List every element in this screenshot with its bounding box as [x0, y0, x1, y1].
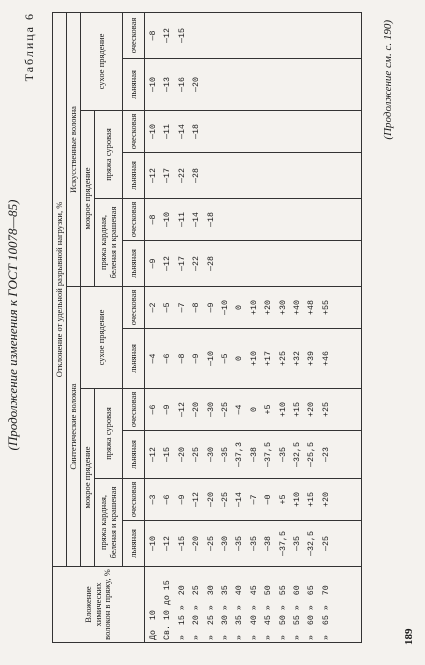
- continuation-note: (Продолжение см. с. 190): [382, 20, 394, 140]
- col-flax: льняная: [123, 241, 145, 287]
- data-column: —6 —9 —12 —20 —30 —25 —4 0 +5 +10 +15 +20 +25: [145, 389, 362, 431]
- artificial-dry-header: сухое прядение: [81, 13, 123, 111]
- artificial-wet-header: мокрое прядение: [81, 111, 95, 287]
- data-column: —12 —17 —22 —28: [145, 153, 362, 199]
- data-column: —8 —10 —11 —14 —18: [145, 199, 362, 241]
- artificial-raw-header: пряжа суровая: [95, 111, 123, 199]
- col-tow: оческовая: [123, 111, 145, 153]
- main-caption: Отклонение от удельной разрывной нагрузки, %: [53, 13, 67, 567]
- artificial-header: Искусственные волокна: [67, 13, 81, 287]
- col-flax: льняная: [123, 153, 145, 199]
- col-flax: льняная: [123, 59, 145, 111]
- synthetic-header: Синтетические волокна: [67, 287, 81, 567]
- col-tow: оческовая: [123, 199, 145, 241]
- page-number: 189: [403, 628, 415, 645]
- data-table: [52, 12, 362, 643]
- data-column: —10 —13 —16 —20: [145, 59, 362, 111]
- document-header: (Продолжение изменения к ГОСТ 10078—85): [5, 199, 20, 451]
- artificial-carded-header: пряжа кардная, беленая и крашеная: [95, 199, 123, 287]
- data-column: —12 —15 —20 —25 —30 —35 —37,3 —38 —37,5 —35 —32,5 —25,5 —23: [145, 431, 362, 479]
- data-column: —2 —5 —7 —8 —9 —10 0 +10 +20 +30 +40 +48 +55: [145, 287, 362, 329]
- col-flax: льняная: [123, 329, 145, 389]
- data-column: —10 —12 —15 —20 —25 —30 —35 —35 —38 —37,5 —35 —32,5 —25: [145, 521, 362, 567]
- col-tow: оческовая: [123, 13, 145, 59]
- table-label: Таблица 6: [22, 12, 36, 82]
- col-tow: оческовая: [123, 389, 145, 431]
- row-labels: До 10 Св. 10 до 15 » 15 » 20 » 20 » 25 » 25 » 30 » 30 » 35 » 35 » 40 » 40 » 45 » 45 » 50 » 50 » 55 » 55 » 60 » 60 » 65 » 65 » 70: [145, 567, 362, 643]
- data-column: —3 —6 —9 —12 —20 —25 —14 —7 —0 +5 +10 +15 +20: [145, 479, 362, 521]
- col-tow: оческовая: [123, 479, 145, 521]
- col-tow: оческовая: [123, 287, 145, 329]
- first-col-header: Вложение химических волокон в пряжу, %: [53, 567, 145, 643]
- data-column: —10 —11 —14 —18: [145, 111, 362, 153]
- synthetic-dry-header: сухое прядение: [81, 287, 123, 389]
- synthetic-carded-header: пряжа кардная, беленая и крашеная: [95, 479, 123, 567]
- synthetic-wet-header: мокрое прядение: [81, 389, 95, 567]
- data-column: —8 —12 —15: [145, 13, 362, 59]
- data-column: —9 —12 —17 —22 —28: [145, 241, 362, 287]
- col-flax: льняная: [123, 521, 145, 567]
- synthetic-raw-header: пряжа суровая: [95, 389, 123, 479]
- data-column: —4 —6 —8 —9 —10 —5 0 +10 +17 +25 +32 +39 +46: [145, 329, 362, 389]
- col-flax: льняная: [123, 431, 145, 479]
